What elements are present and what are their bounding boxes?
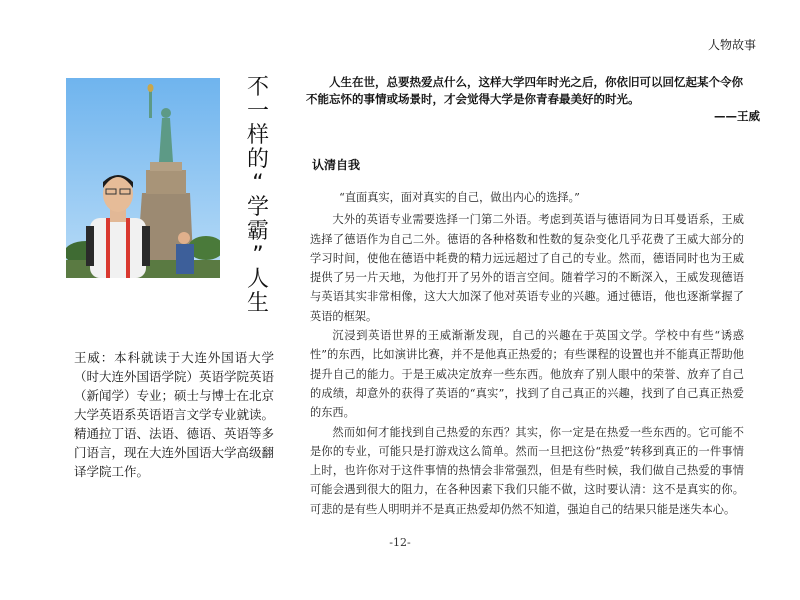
title-char: 人 [246,267,269,292]
title-char: ” [252,243,264,268]
title-char: 学 [246,195,269,220]
lead-quote: “直面真实，面对真实的自己，做出内心的选择。” [339,191,580,204]
title-char: 一 [246,99,269,124]
author-bio: 王威：本科就读于大连外国语大学（时大连外国语学院）英语学院英语（新闻学）专业；硕士与博士在北京大学英语系英语语言文学专业就读。精通拉丁语、法语、德语、英语等多门语言，现在大连外国语大学高级翻译学院工作。 [74,350,275,479]
quote-attribution: ——王威 [714,109,760,123]
title-char: 霸 [246,219,269,244]
running-header: 人物故事 [707,38,756,52]
title-char: 生 [246,291,269,316]
vertical-title [243,76,273,316]
profile-photo [66,78,220,278]
title-char: 的 [246,147,269,172]
body-paragraph: 沉浸到英语世界的王威渐渐发现，自己的兴趣在于英国文学。学校中有些“诱惑性”的东西，比如演讲比赛，并不是他真正热爱的；有些课程的设置也并不能真正帮助他提升自己的能力。于是王威决定放弃一些东西。他放弃了别人眼中的荣誉、放弃了自己的成绩，却意外的获得了英语的“真实”，找到了自己真正的兴趣，找到了自己真正热爱的东西。 [310,329,744,420]
section-heading: 认清自我 [312,158,361,172]
pull-quote: 人生在世，总要热爱点什么，这样大学四年时光之后，你依旧可以回忆起某个令你不能忘怀的事情或场景时，才会觉得大学是你青春最美好的时光。 [306,75,743,106]
body-paragraph: 然而如何才能找到自己热爱的东西？其实，你一定是在热爱一些东西的。它可能不是你的专业，可能只是打游戏这么简单。然而一旦把这份“热爱”转移到真正的一件事情上时，也许你对于这件事情的热情会非常强烈，但是有些时候，我们做自己热爱的事情可能会遇到很大的阻力，在各种因素下我们只能不做，这时要认清：这不是真实的你。可悲的是有些人明明并不是真正热爱却仍然不知道，强迫自己的结果只能是迷失本心。 [310,425,744,516]
article-body [310,188,744,519]
title-char: “ [252,171,264,196]
body-paragraph: 大外的英语专业需要选择一门第二外语。考虑到英语与德语同为日耳曼语系，王威选择了德语作为自己二外。德语的各种格数和性数的复杂变化几乎花费了王威大部分的学习时间，使他在德语中耗费的精力远远超过了自己的专业。然而，德语同时也为王威提供了另一片天地，为他打开了另外的语言空间。随着学习的不断深入，王威发现德语与英语其实非常相像，这大大加深了他对英语专业的兴趣。通过德语，他也逐渐掌握了英语的框架。 [310,213,744,323]
title-char: 样 [246,123,269,148]
page-number: -12- [389,536,411,549]
title-char: 不 [246,75,269,100]
